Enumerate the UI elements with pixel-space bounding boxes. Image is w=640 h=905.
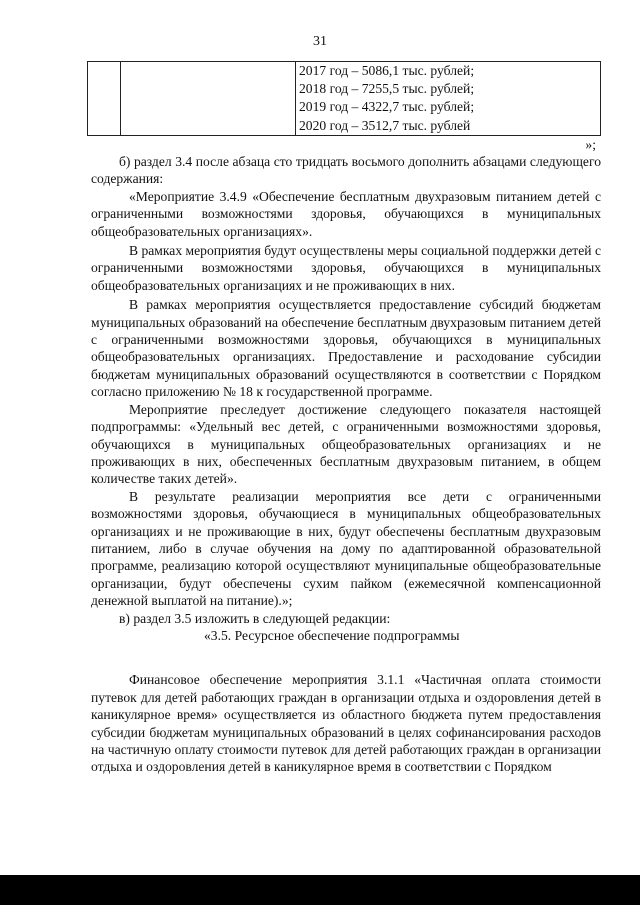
- closing-mark: »;: [585, 137, 596, 152]
- document-body: [91, 153, 601, 776]
- paragraph-section-3-4: б) раздел 3.4 после абзаца сто тридцать восьмого дополнить абзацами следующего содержания:: [91, 154, 601, 187]
- table-cell-amounts: [296, 62, 601, 136]
- paragraph-result: В результате реализации мероприятия все дети с ограниченными возможностями здоровья, обучающиеся в муниципальных общеобразовательных организациях и не проживающие в них, будут обеспечены бесплатным двухразовым питанием, либо в случае обучения на дому по адаптированной образовательной программе, реализацию которой осуществляют муниципальные общеобразовательные организации, будут обеспечены сухим пайком (ежемесячной компенсационной денежной выплатой на питание).»;: [91, 488, 601, 609]
- table-line: 2017 год – 5086,1 тыс. рублей;: [299, 63, 475, 78]
- paragraph-subsidies: В рамках мероприятия осуществляется предоставление субсидий бюджетам муниципальных образований на обеспечение бесплатным двухразовым питанием детей с ограниченными возможностями здоровья, обучающихся в муниципальных общеобразовательных организациях. Предоставление и расходование субсидии бюджетам муниципальных образований осуществляются в соответствии с Порядком согласно приложению № 18 к государственной программе.: [91, 297, 601, 400]
- budget-table: [87, 61, 601, 136]
- paragraph-section-3-5: в) раздел 3.5 изложить в следующей редакции:: [119, 610, 391, 626]
- spacer: [91, 644, 601, 671]
- paragraph-measure-title: «Мероприятие 3.4.9 «Обеспечение бесплатным двухразовым питанием детей с ограниченными возможностями здоровья, обучающихся в муниципальных общеобразовательных организациях».: [91, 188, 601, 239]
- table-line: 2018 год – 7255,5 тыс. рублей;: [299, 81, 475, 97]
- table-line: 2019 год – 4322,7 тыс. рублей;: [299, 99, 475, 115]
- paragraph-indicator: Мероприятие преследует достижение следующего показателя настоящей подпрограммы: «Удельный вес детей, с ограниченными возможностями здоровья, обучающихся в муниципальных общеобразовательных организациях и не проживающих в них, обеспеченных бесплатным двухразовым питанием, в общем количестве таких детей».: [91, 401, 601, 487]
- table-line: 2020 год – 3512,7 тыс. рублей: [299, 117, 471, 133]
- table-cell-empty: [121, 62, 296, 136]
- paragraph-financing: Финансовое обеспечение мероприятия 3.1.1 «Частичная оплата стоимости путевок для детей работающих граждан в организации отдыха и оздоровления детей в каникулярное время» осуществляется из областного бюджета путем предоставления субсидии бюджетам муниципальных образований в целях софинансирования расходов на частичную оплату стоимости путевок для детей работающих граждан в организации отдыха и оздоровления детей в каникулярное время в соответствии с Порядком: [91, 672, 601, 775]
- scan-bottom-border: [0, 875, 640, 905]
- table-row: [88, 62, 601, 136]
- page-number: 31: [313, 34, 327, 49]
- table-cell-empty: [88, 62, 121, 136]
- paragraph-measure-support: В рамках мероприятия будут осуществлены меры социальной поддержки детей с ограниченными возможностями здоровья, обучающихся в муниципальных общеобразовательных организациях и не проживающих в них.: [91, 243, 601, 293]
- section-heading: «3.5. Ресурсное обеспечение подпрограммы: [204, 627, 460, 643]
